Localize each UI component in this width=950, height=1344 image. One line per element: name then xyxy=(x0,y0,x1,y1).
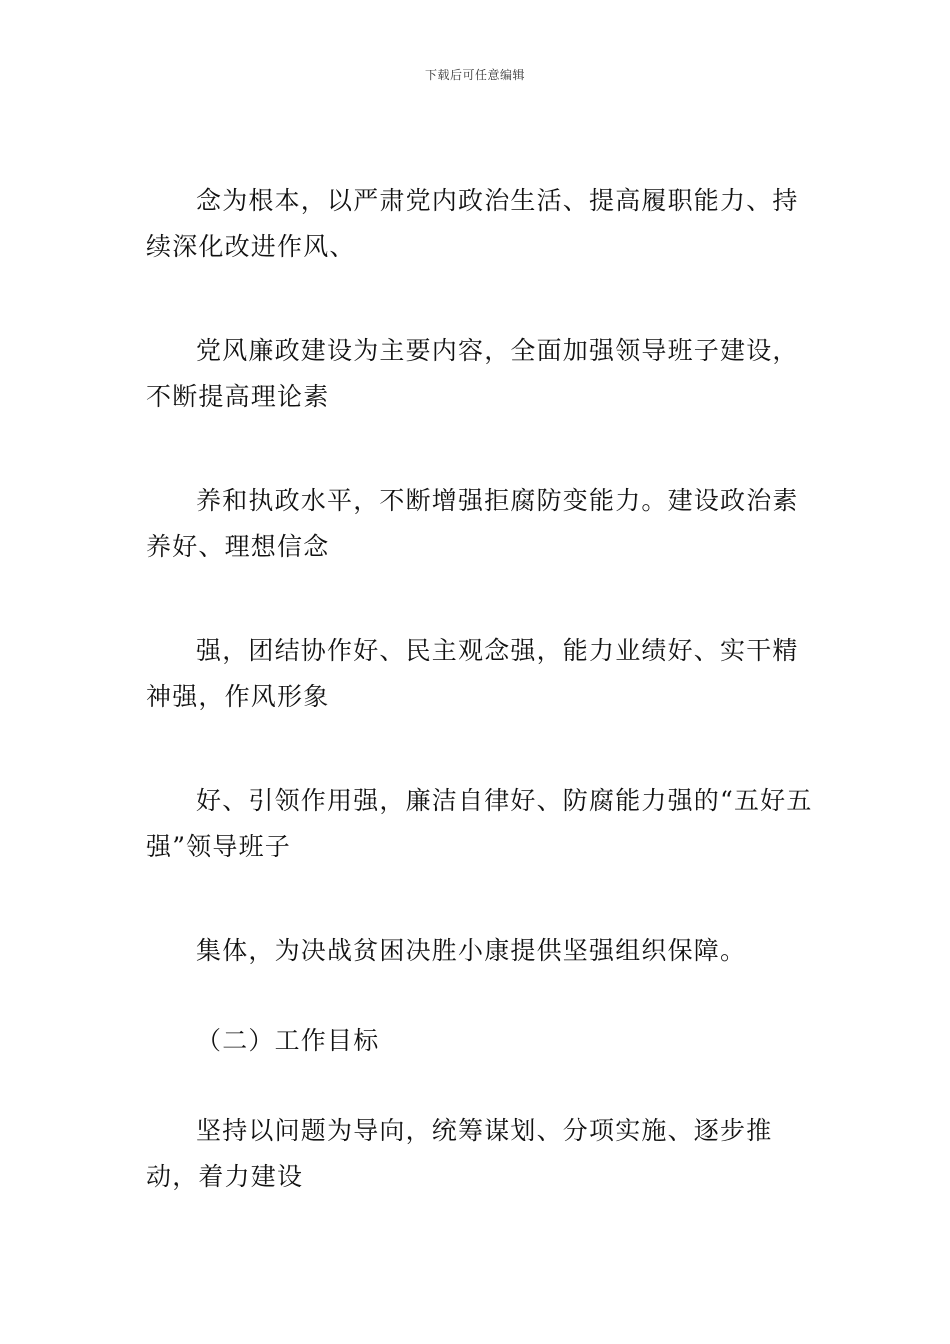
paragraph-2: 党风廉政建设为主要内容，全面加强领导班子建设，不断提高理论素 xyxy=(146,336,799,411)
paragraph-6: 集体，为决战贫困决胜小康提供坚强组织保障。 xyxy=(196,936,747,965)
paragraph-5: 好、引领作用强，廉洁自律好、防腐能力强的“五好五强”领导班子 xyxy=(146,786,813,861)
section-heading: （二）工作目标 xyxy=(196,1026,380,1055)
page-header: 下载后可任意编辑 xyxy=(424,68,525,82)
paragraph-7: 坚持以问题为导向，统筹谋划、分项实施、逐步推动，着力建设 xyxy=(146,1116,773,1191)
paragraph-4: 强，团结协作好、民主观念强，能力业绩好、实干精神强，作风形象 xyxy=(146,636,799,711)
paragraph-1: 念为根本，以严肃党内政治生活、提高履职能力、持续深化改进作风、 xyxy=(146,186,799,261)
paragraph-3: 养和执政水平，不断增强拒腐防变能力。建设政治素养好、理想信念 xyxy=(146,486,799,561)
document-body xyxy=(146,178,816,1258)
